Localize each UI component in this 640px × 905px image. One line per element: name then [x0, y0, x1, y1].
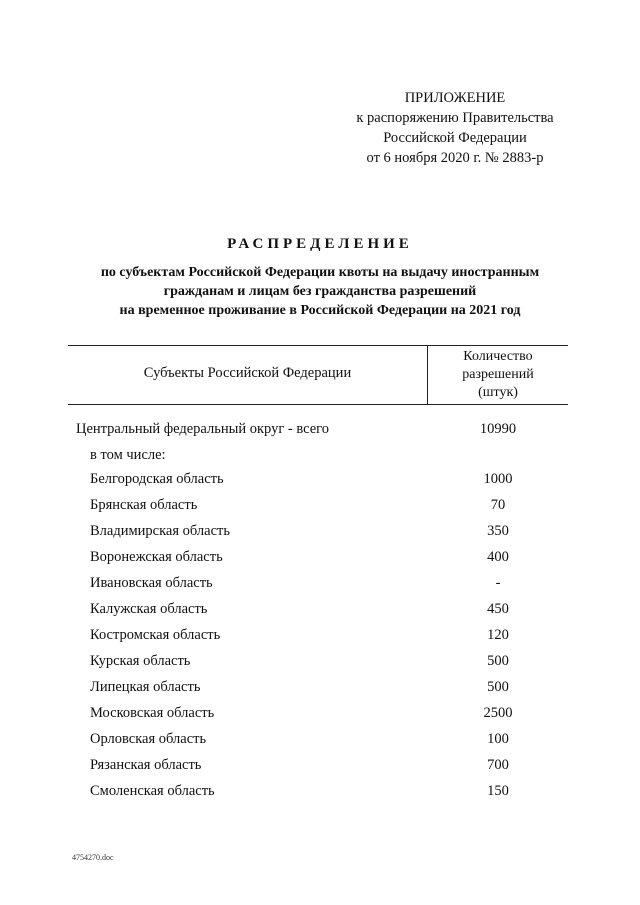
permit-count: 350 — [487, 523, 509, 539]
permit-count: 150 — [487, 783, 509, 799]
permit-count: 1000 — [483, 471, 513, 487]
table-row — [0, 447, 640, 467]
table-row — [0, 627, 640, 647]
region-name: Белгородская область — [90, 471, 224, 487]
region-name: Ивановская область — [90, 575, 213, 591]
permit-count: 500 — [487, 679, 509, 695]
region-name: Рязанская область — [90, 757, 202, 773]
appendix-date-number: от 6 ноября 2020 г. № 2883-р — [366, 150, 544, 166]
appendix-line: к распоряжению Правительства — [356, 110, 554, 126]
region-name: Владимирская область — [90, 523, 230, 539]
appendix-line: Российской Федерации — [383, 130, 527, 146]
table-row — [0, 705, 640, 725]
table-row — [0, 497, 640, 517]
table-row — [0, 679, 640, 699]
column-header-count — [428, 348, 568, 402]
column-header-count-line: (штук) — [478, 385, 518, 400]
permit-count: 2500 — [483, 705, 513, 721]
region-name: Московская область — [90, 705, 215, 721]
table-row — [0, 757, 640, 777]
table-header-rule — [68, 404, 568, 405]
permit-count: 100 — [487, 731, 509, 747]
permit-count: 450 — [487, 601, 509, 617]
table-row — [0, 783, 640, 803]
region-name: Смоленская область — [90, 783, 215, 799]
document-title: РАСПРЕДЕЛЕНИЕ — [227, 236, 413, 252]
column-header-subjects: Субъекты Российской Федерации — [143, 365, 352, 381]
region-name: Курская область — [90, 653, 191, 669]
region-name: Воронежская область — [90, 549, 223, 565]
permit-count: 400 — [487, 549, 509, 565]
permit-count: 500 — [487, 653, 509, 669]
region-name: Липецкая область — [90, 679, 201, 695]
appendix-heading: ПРИЛОЖЕНИЕ — [404, 90, 506, 106]
region-name: Брянская область — [90, 497, 198, 513]
table-row — [0, 523, 640, 543]
column-header-count-line: Количество — [463, 349, 533, 364]
region-name: Орловская область — [90, 731, 207, 747]
region-name: Калужская область — [90, 601, 208, 617]
subtitle-line: на временное проживание в Российской Федерации на 2021 год — [119, 303, 521, 318]
permit-count: 700 — [487, 757, 509, 773]
table-row — [0, 653, 640, 673]
subtitle-line: гражданам и лицам без гражданства разрешений — [163, 284, 477, 299]
permit-count: - — [495, 575, 501, 591]
table-row — [0, 575, 640, 595]
table-top-rule — [68, 345, 568, 346]
document-subtitle — [60, 263, 580, 320]
subtitle-line: по субъектам Российской Федерации квоты на выдачу иностранным — [100, 265, 540, 280]
table-row — [0, 471, 640, 491]
appendix-block — [340, 88, 570, 168]
table-row — [0, 731, 640, 751]
column-header-count-line: разрешений — [462, 367, 534, 382]
table-row — [0, 601, 640, 621]
table-row — [0, 549, 640, 569]
region-name: Центральный федеральный округ - всего — [76, 421, 330, 437]
permit-count: 70 — [490, 497, 506, 513]
region-name: в том числе: — [90, 447, 166, 463]
document-file-id: 4754270.doc — [72, 853, 114, 862]
permit-count: 10990 — [479, 421, 517, 437]
region-name: Костромская область — [90, 627, 221, 643]
permit-count: 120 — [487, 627, 509, 643]
table-row — [0, 421, 640, 441]
